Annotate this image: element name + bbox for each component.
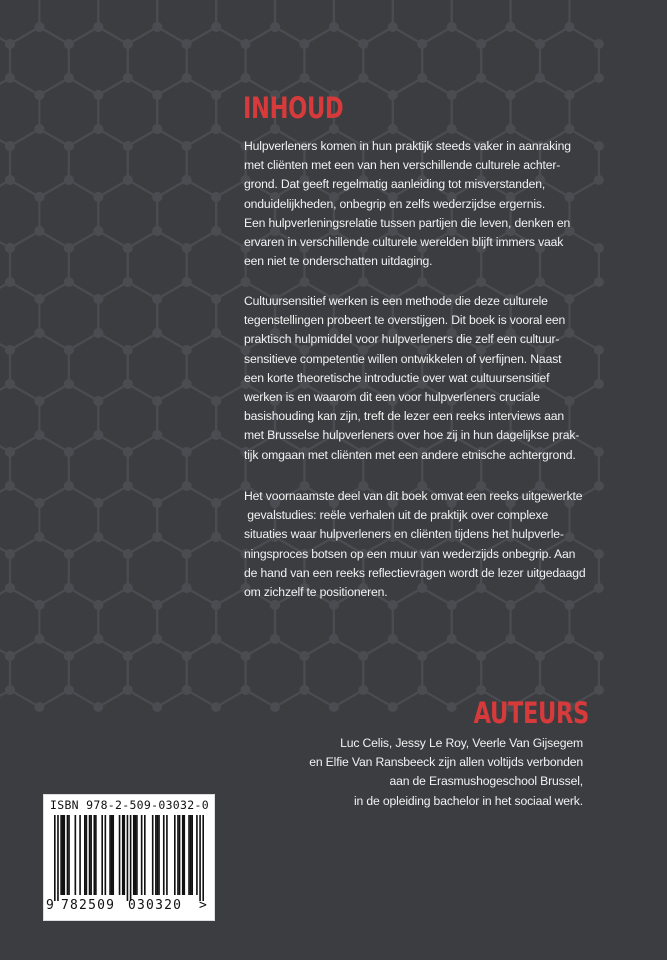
barcode-bar [130,815,132,901]
barcode-bar [182,815,184,895]
text-line: de hand van een reeks reflectievragen wordt de lezer uitgedaagd [244,565,586,580]
barcode-bar [163,815,165,895]
barcode-bar [199,815,201,901]
barcode-bar [93,815,95,895]
barcode-bar [177,815,179,895]
text-line: een niet te onderschatten uitdaging. [244,254,433,269]
barcode-bar [119,815,121,895]
barcode-bar [122,815,124,895]
barcode-bar [54,815,56,901]
barcode-bar [95,815,97,895]
barcode-bar [155,815,157,895]
barcode-bar [84,815,86,895]
text-line: praktisch hulpmiddel voor hulpverleners die zelf een cultuur- [244,332,560,347]
barcode-bar [133,815,135,895]
barcode-bar [183,815,185,895]
barcode-bar [136,815,138,895]
text-line: tegenstellingen probeert te overstijgen. Dit boek is vooral een [244,313,566,328]
barcode-bar [112,815,114,895]
inhoud-paragraph-1 [244,137,604,271]
text-line: Luc Celis, Jessy Le Roy, Veerle Van Gijsegem [340,736,583,750]
barcode-bar [135,815,137,895]
text-line: onduidelijkheden, onbegrip en zelfs wederzijdse ergernis. [244,196,546,211]
text-line: om zichzelf te positioneren. [244,585,388,600]
auteurs-heading: AUTEURS [473,696,589,730]
text-line: tijk omgaan met cliënten met een andere etnische achtergrond. [244,447,576,462]
barcode-bar [111,815,113,895]
inhoud-paragraph-3 [244,487,604,602]
barcode-bar [123,815,125,895]
barcode-bar [144,815,146,895]
barcode-bar [158,815,160,895]
barcode-bar [190,815,192,895]
isbn-barcode [43,794,215,921]
barcode-bar [57,815,59,901]
text-line: en Elfie Van Ransbeeck zijn allen voltijds verbonden [309,755,583,770]
barcode-bars [54,815,204,901]
barcode-bar [179,815,181,895]
text-line: werken is en waarom dit een voor hulpverleners cruciale [244,390,540,405]
barcode-bar [75,815,77,895]
text-line: met cliënten met een van hen verschillende culturele achter- [244,158,561,173]
barcode-bar [86,815,88,895]
barcode-bar [109,815,111,895]
text-line: ervaren in verschillende culturele werelden blijft immers vaak [244,235,564,250]
barcode-bar [89,815,91,895]
ean-left-group: 782509 [61,898,116,913]
ean-first-digit: 9 [46,898,54,913]
barcode-bar [62,815,64,895]
text-line: basishouding kan zijn, treft de lezer een reeks interviews aan [244,409,564,424]
text-line: aan de Erasmushogeschool Brussel, [389,774,583,789]
barcode-bar [68,815,70,895]
text-line: Een hulpverleningsrelatie tussen partijen die leven, denken en [244,215,571,230]
barcode-bar [141,815,143,895]
barcode-bar [157,815,159,895]
barcode-bar [127,815,129,901]
text-line: ningsproces botsen op een muur van wederzijds onbegrip. Aan [244,546,576,561]
barcode-bar [63,815,65,895]
text-line: Hulpverleners komen in hun praktijk steeds vaker in aanraking [244,139,571,153]
barcode-bar [196,815,198,895]
barcode-bar [79,815,81,895]
barcode-bar [101,815,103,895]
text-line: Cultuursensitief werken is een methode die deze culturele [244,294,548,308]
text-line: een korte theoretische introductie over wat cultuursensitief [244,370,550,385]
text-line: gevalstudies: reële verhalen uit de praktijk over complexe [244,508,549,523]
barcode-bar [202,815,204,901]
barcode-bar [188,815,190,895]
barcode-bar [60,815,62,895]
isbn-label: ISBN 978-2-509-03032-0 [50,798,209,812]
inhoud-heading: INHOUD [243,91,344,125]
barcode-bar [67,815,69,895]
text-line: sensitieve competentie willen ontwikkelen of verfijnen. Naast [244,351,562,366]
auteurs-text [309,734,583,811]
barcode-bar [105,815,107,895]
barcode-bar [174,815,176,895]
text-line: in de opleiding bachelor in het sociaal werk. [353,793,583,808]
ean-quiet-zone-marker: > [199,898,207,913]
text-line: situaties waar hulpverleners en cliënten tijdens het hulpverle- [244,527,564,542]
text-line: grond. Dat geeft regelmatig aanleiding tot misverstanden, [244,177,546,192]
barcode-bar [152,815,154,895]
inhoud-paragraph-2 [244,292,604,465]
text-line: Het voornaamste deel van dit boek omvat een reeks uitgewerkte [244,489,583,503]
barcode-bar [166,815,168,895]
text-line: met Brusselse hulpverleners over hoe zij in hun dagelijkse prak- [244,428,580,443]
barcode-bar [90,815,92,895]
barcode-bar [191,815,193,895]
ean-right-group: 030320 [128,898,183,913]
